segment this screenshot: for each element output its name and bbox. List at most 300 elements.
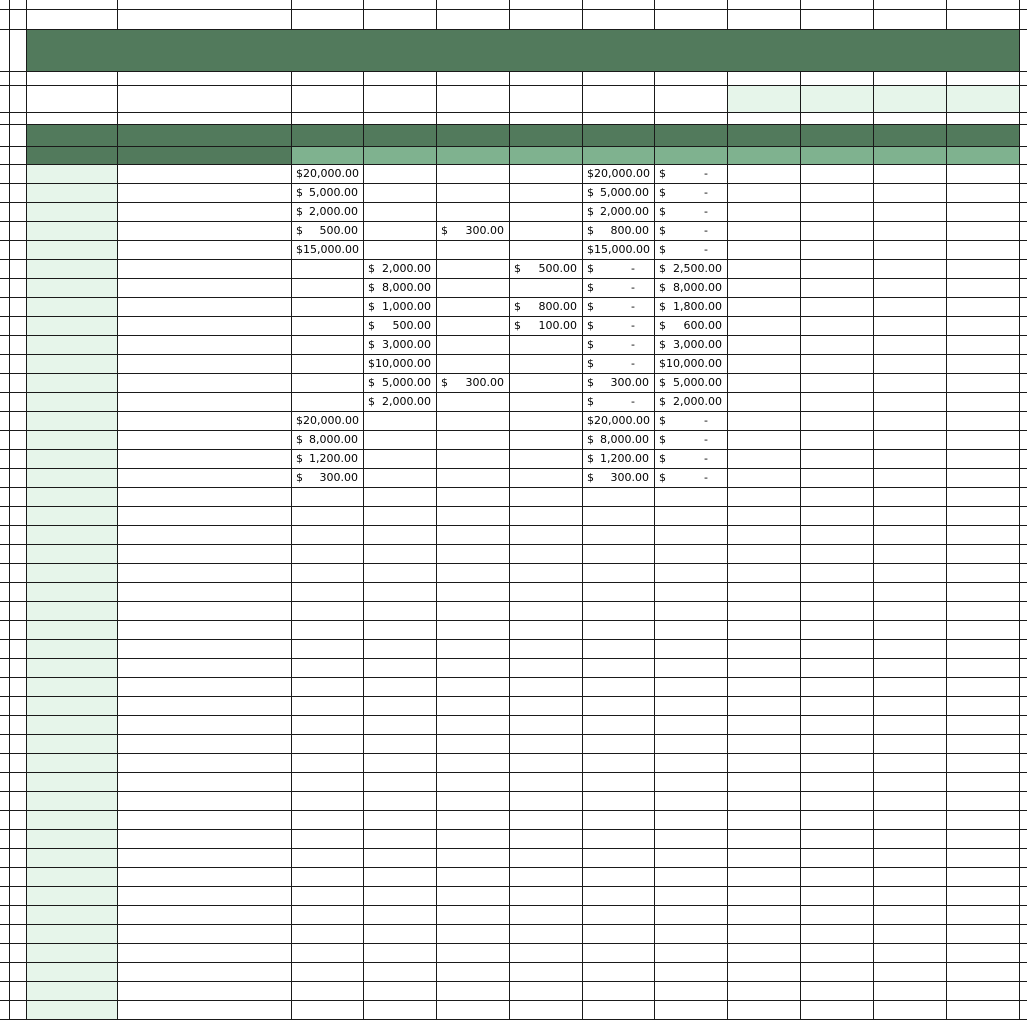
amount-cell[interactable] — [291, 221, 363, 240]
amount-cell[interactable] — [873, 240, 946, 259]
account-name-cell[interactable] — [117, 411, 291, 430]
currency-symbol: $ — [296, 471, 303, 484]
grid-line-v — [873, 0, 874, 29]
amount-cell[interactable] — [582, 316, 654, 335]
amount-cell[interactable] — [436, 335, 509, 354]
amount-cell[interactable] — [582, 183, 654, 202]
amount-value: - — [631, 262, 635, 275]
amount-cell[interactable] — [654, 411, 727, 430]
amount-cell[interactable] — [291, 240, 363, 259]
currency-symbol: $ — [587, 262, 594, 275]
amount-cell[interactable] — [800, 335, 873, 354]
amount-cell[interactable] — [727, 335, 800, 354]
account-code-cell[interactable] — [26, 183, 117, 202]
amount-cell[interactable] — [436, 392, 509, 411]
amount-cell[interactable] — [509, 373, 582, 392]
account-name-cell[interactable] — [117, 392, 291, 411]
account-name-cell[interactable] — [117, 259, 291, 278]
currency-symbol: $ — [296, 243, 303, 256]
amount-cell[interactable] — [946, 259, 1019, 278]
amount-cell[interactable] — [509, 335, 582, 354]
amount-cell[interactable] — [509, 468, 582, 487]
grid-line-v — [363, 0, 364, 29]
amount-cell[interactable] — [582, 164, 654, 183]
amount-cell[interactable] — [873, 221, 946, 240]
amount-cell[interactable] — [946, 335, 1019, 354]
amount-cell[interactable] — [873, 449, 946, 468]
amount-cell[interactable] — [654, 183, 727, 202]
amount-cell[interactable] — [727, 354, 800, 373]
account-name-cell[interactable] — [117, 430, 291, 449]
amount-cell[interactable] — [582, 430, 654, 449]
account-name-cell[interactable] — [117, 202, 291, 221]
amount-cell[interactable] — [727, 373, 800, 392]
currency-symbol: $ — [659, 319, 666, 332]
amount-cell[interactable] — [363, 316, 436, 335]
amount-cell[interactable] — [873, 354, 946, 373]
amount-cell[interactable] — [654, 373, 727, 392]
subtotal-value — [654, 85, 727, 112]
grid-line-v — [727, 71, 728, 1020]
account-code-cell[interactable] — [26, 468, 117, 487]
amount-cell[interactable] — [436, 221, 509, 240]
amount-cell[interactable] — [654, 202, 727, 221]
account-code-cell[interactable] — [26, 259, 117, 278]
amount-cell[interactable] — [727, 183, 800, 202]
amount-cell[interactable] — [509, 354, 582, 373]
amount-cell[interactable] — [291, 202, 363, 221]
amount-cell[interactable] — [582, 373, 654, 392]
amount-value: 1,000.00 — [382, 300, 431, 313]
amount-cell[interactable] — [291, 183, 363, 202]
amount-value: - — [704, 186, 708, 199]
currency-symbol: $ — [368, 376, 375, 389]
currency-symbol: $ — [587, 338, 594, 351]
amount-cell[interactable] — [291, 335, 363, 354]
grid-line-v — [946, 71, 947, 1020]
currency-symbol: $ — [368, 300, 375, 313]
amount-cell[interactable] — [727, 468, 800, 487]
amount-value: 15,000.00 — [594, 243, 650, 256]
amount-cell[interactable] — [873, 259, 946, 278]
currency-symbol: $ — [296, 414, 303, 427]
amount-cell[interactable] — [436, 278, 509, 297]
amount-cell[interactable] — [727, 316, 800, 335]
amount-cell[interactable] — [727, 221, 800, 240]
amount-cell[interactable] — [436, 183, 509, 202]
currency-symbol: $ — [441, 376, 448, 389]
amount-cell[interactable] — [291, 278, 363, 297]
account-code-cell[interactable] — [26, 164, 117, 183]
currency-symbol: $ — [659, 395, 666, 408]
amount-cell[interactable] — [436, 449, 509, 468]
currency-symbol: $ — [587, 433, 594, 446]
amount-cell[interactable] — [727, 411, 800, 430]
amount-cell[interactable] — [363, 392, 436, 411]
amount-cell[interactable] — [727, 430, 800, 449]
grid-line-v — [291, 71, 292, 1020]
amount-cell[interactable] — [291, 449, 363, 468]
amount-cell[interactable] — [946, 164, 1019, 183]
amount-value: 600.00 — [683, 319, 722, 332]
account-code-cell[interactable] — [26, 335, 117, 354]
account-name-cell[interactable] — [117, 297, 291, 316]
account-name-cell[interactable] — [117, 164, 291, 183]
amount-value: 20,000.00 — [303, 414, 359, 427]
grid-line-v — [436, 71, 437, 1020]
amount-value: 3,000.00 — [673, 338, 722, 351]
amount-cell[interactable] — [800, 221, 873, 240]
amount-cell[interactable] — [873, 278, 946, 297]
amount-cell[interactable] — [509, 240, 582, 259]
amount-cell[interactable] — [291, 411, 363, 430]
amount-cell[interactable] — [582, 411, 654, 430]
amount-cell[interactable] — [654, 221, 727, 240]
grid-line-v — [800, 71, 801, 1020]
currency-symbol: $ — [587, 167, 594, 180]
amount-cell[interactable] — [800, 278, 873, 297]
amount-value: - — [704, 167, 708, 180]
amount-value: 100.00 — [538, 319, 577, 332]
account-code-cell[interactable] — [26, 411, 117, 430]
subtotal-value — [363, 85, 436, 112]
amount-cell[interactable] — [436, 259, 509, 278]
currency-symbol: $ — [659, 433, 666, 446]
amount-cell[interactable] — [291, 373, 363, 392]
account-name-cell[interactable] — [117, 221, 291, 240]
account-code-cell[interactable] — [26, 240, 117, 259]
header-credit — [363, 146, 436, 164]
amount-cell[interactable] — [800, 202, 873, 221]
header-debit — [582, 146, 654, 164]
amount-cell[interactable] — [873, 183, 946, 202]
amount-cell[interactable] — [873, 316, 946, 335]
amount-cell[interactable] — [946, 411, 1019, 430]
amount-cell[interactable] — [800, 316, 873, 335]
amount-cell[interactable] — [363, 164, 436, 183]
currency-symbol: $ — [587, 300, 594, 313]
grid-line-v — [509, 0, 510, 29]
currency-symbol: $ — [587, 224, 594, 237]
subtotal-value — [946, 85, 1019, 112]
amount-cell[interactable] — [800, 240, 873, 259]
amount-cell[interactable] — [873, 430, 946, 449]
amount-cell[interactable] — [291, 468, 363, 487]
amount-cell[interactable] — [800, 430, 873, 449]
amount-cell[interactable] — [946, 430, 1019, 449]
amount-cell[interactable] — [800, 392, 873, 411]
header-credit — [654, 146, 727, 164]
amount-cell[interactable] — [291, 164, 363, 183]
amount-cell[interactable] — [582, 392, 654, 411]
currency-symbol: $ — [587, 243, 594, 256]
account-code-cell[interactable] — [26, 373, 117, 392]
amount-value: 20,000.00 — [594, 167, 650, 180]
amount-value: 300.00 — [610, 376, 649, 389]
amount-value: 5,000.00 — [382, 376, 431, 389]
currency-symbol: $ — [296, 205, 303, 218]
amount-value: 20,000.00 — [303, 167, 359, 180]
grid-line-v — [509, 71, 510, 1020]
amount-cell[interactable] — [509, 278, 582, 297]
amount-cell[interactable] — [363, 221, 436, 240]
amount-value: - — [704, 471, 708, 484]
amount-cell[interactable] — [582, 468, 654, 487]
grid-line-v — [800, 0, 801, 29]
amount-cell[interactable] — [727, 278, 800, 297]
currency-symbol: $ — [659, 300, 666, 313]
amount-cell[interactable] — [436, 316, 509, 335]
subtotal-value — [800, 85, 873, 112]
amount-value: - — [631, 338, 635, 351]
currency-symbol: $ — [659, 262, 666, 275]
amount-cell[interactable] — [509, 297, 582, 316]
amount-value: 8,000.00 — [309, 433, 358, 446]
amount-value: - — [704, 243, 708, 256]
amount-cell[interactable] — [873, 164, 946, 183]
currency-symbol: $ — [659, 186, 666, 199]
subtotal-value — [582, 85, 654, 112]
amount-cell[interactable] — [800, 183, 873, 202]
account-name-cell[interactable] — [117, 354, 291, 373]
currency-symbol: $ — [441, 224, 448, 237]
grid-line-v — [363, 71, 364, 1020]
account-code-cell[interactable] — [26, 221, 117, 240]
amount-cell[interactable] — [582, 449, 654, 468]
amount-value: 15,000.00 — [303, 243, 359, 256]
amount-value: 20,000.00 — [594, 414, 650, 427]
amount-cell[interactable] — [436, 468, 509, 487]
amount-cell[interactable] — [363, 240, 436, 259]
amount-cell[interactable] — [291, 392, 363, 411]
amount-cell[interactable] — [946, 468, 1019, 487]
amount-cell[interactable] — [436, 164, 509, 183]
amount-cell[interactable] — [509, 316, 582, 335]
amount-cell[interactable] — [727, 240, 800, 259]
amount-cell[interactable] — [363, 183, 436, 202]
amount-cell[interactable] — [291, 430, 363, 449]
amount-cell[interactable] — [800, 373, 873, 392]
currency-symbol: $ — [296, 167, 303, 180]
amount-cell[interactable] — [363, 297, 436, 316]
grid-line-v — [117, 71, 118, 1020]
amount-cell[interactable] — [509, 392, 582, 411]
currency-symbol: $ — [659, 224, 666, 237]
amount-cell[interactable] — [582, 240, 654, 259]
amount-cell[interactable] — [582, 259, 654, 278]
amount-cell[interactable] — [800, 164, 873, 183]
amount-cell[interactable] — [654, 240, 727, 259]
account-code-cell[interactable] — [26, 354, 117, 373]
amount-cell[interactable] — [946, 316, 1019, 335]
currency-symbol: $ — [659, 167, 666, 180]
currency-symbol: $ — [368, 281, 375, 294]
amount-cell[interactable] — [873, 373, 946, 392]
amount-cell[interactable] — [436, 202, 509, 221]
amount-cell[interactable] — [509, 183, 582, 202]
amount-cell[interactable] — [654, 278, 727, 297]
grid-line-v — [436, 0, 437, 29]
amount-cell[interactable] — [582, 202, 654, 221]
amount-cell[interactable] — [727, 297, 800, 316]
account-code-cell[interactable] — [26, 202, 117, 221]
amount-cell[interactable] — [436, 373, 509, 392]
account-code-cell[interactable] — [26, 278, 117, 297]
currency-symbol: $ — [296, 186, 303, 199]
amount-cell[interactable] — [291, 354, 363, 373]
amount-cell[interactable] — [654, 335, 727, 354]
amount-cell[interactable] — [436, 354, 509, 373]
amount-cell[interactable] — [509, 449, 582, 468]
amount-cell[interactable] — [436, 411, 509, 430]
currency-symbol: $ — [659, 338, 666, 351]
amount-value: 5,000.00 — [673, 376, 722, 389]
account-name-cell[interactable] — [117, 240, 291, 259]
amount-value: 1,800.00 — [673, 300, 722, 313]
currency-symbol: $ — [659, 281, 666, 294]
amount-cell[interactable] — [946, 297, 1019, 316]
grid-line-v — [291, 0, 292, 29]
amount-cell[interactable] — [363, 468, 436, 487]
account-code-cell[interactable] — [26, 392, 117, 411]
account-name-cell[interactable] — [117, 373, 291, 392]
amount-cell[interactable] — [291, 259, 363, 278]
amount-cell[interactable] — [509, 202, 582, 221]
amount-cell[interactable] — [873, 202, 946, 221]
account-code-cell[interactable] — [26, 316, 117, 335]
amount-cell[interactable] — [363, 354, 436, 373]
account-code-cell[interactable] — [26, 297, 117, 316]
currency-symbol: $ — [368, 319, 375, 332]
amount-cell[interactable] — [363, 430, 436, 449]
amount-cell[interactable] — [654, 354, 727, 373]
grid-line-v — [873, 71, 874, 1020]
amount-cell[interactable] — [946, 354, 1019, 373]
amount-cell[interactable] — [436, 430, 509, 449]
amount-cell[interactable] — [291, 297, 363, 316]
grid-line-v — [9, 0, 10, 1020]
amount-cell[interactable] — [800, 354, 873, 373]
amount-cell[interactable] — [509, 221, 582, 240]
amount-cell[interactable] — [873, 468, 946, 487]
amount-cell[interactable] — [946, 183, 1019, 202]
amount-value: 300.00 — [319, 471, 358, 484]
account-name-cell[interactable] — [117, 335, 291, 354]
amount-value: 2,000.00 — [309, 205, 358, 218]
amount-cell[interactable] — [582, 335, 654, 354]
account-name-cell[interactable] — [117, 449, 291, 468]
amount-cell[interactable] — [946, 278, 1019, 297]
amount-cell[interactable] — [363, 202, 436, 221]
amount-cell[interactable] — [436, 297, 509, 316]
amount-cell[interactable] — [654, 316, 727, 335]
amount-cell[interactable] — [654, 297, 727, 316]
amount-cell[interactable] — [727, 164, 800, 183]
amount-cell[interactable] — [291, 316, 363, 335]
amount-cell[interactable] — [946, 392, 1019, 411]
amount-cell[interactable] — [509, 430, 582, 449]
amount-cell[interactable] — [582, 297, 654, 316]
grid-line-h — [0, 29, 1027, 30]
amount-cell[interactable] — [946, 202, 1019, 221]
amount-cell[interactable] — [654, 259, 727, 278]
amount-cell[interactable] — [363, 335, 436, 354]
amount-cell[interactable] — [509, 411, 582, 430]
account-code-cell[interactable] — [26, 430, 117, 449]
amount-cell[interactable] — [436, 240, 509, 259]
amount-cell[interactable] — [800, 297, 873, 316]
amount-cell[interactable] — [727, 449, 800, 468]
grid-line-v — [1019, 0, 1020, 1020]
amount-cell[interactable] — [363, 278, 436, 297]
amount-cell[interactable] — [654, 164, 727, 183]
amount-cell[interactable] — [509, 164, 582, 183]
currency-symbol: $ — [587, 414, 594, 427]
header-debit — [873, 146, 946, 164]
subtotal-value — [727, 85, 800, 112]
account-name-cell[interactable] — [117, 316, 291, 335]
amount-cell[interactable] — [509, 259, 582, 278]
amount-value: - — [704, 452, 708, 465]
amount-cell[interactable] — [946, 221, 1019, 240]
amount-cell[interactable] — [363, 259, 436, 278]
currency-symbol: $ — [659, 452, 666, 465]
amount-cell[interactable] — [363, 411, 436, 430]
currency-symbol: $ — [368, 262, 375, 275]
amount-cell[interactable] — [800, 259, 873, 278]
amount-cell[interactable] — [873, 411, 946, 430]
header-credit — [509, 146, 582, 164]
amount-value: - — [704, 205, 708, 218]
amount-cell[interactable] — [654, 392, 727, 411]
amount-cell[interactable] — [946, 240, 1019, 259]
amount-cell[interactable] — [946, 449, 1019, 468]
amount-cell[interactable] — [363, 449, 436, 468]
header-debit — [436, 146, 509, 164]
subtotal-value — [436, 85, 509, 112]
amount-cell[interactable] — [800, 411, 873, 430]
amount-cell[interactable] — [727, 392, 800, 411]
grid-line-v — [582, 71, 583, 1020]
amount-cell[interactable] — [946, 373, 1019, 392]
amount-cell[interactable] — [582, 354, 654, 373]
amount-cell[interactable] — [800, 449, 873, 468]
amount-cell[interactable] — [654, 468, 727, 487]
currency-symbol: $ — [587, 357, 594, 370]
amount-value: 2,500.00 — [673, 262, 722, 275]
account-name-cell[interactable] — [117, 468, 291, 487]
amount-cell[interactable] — [873, 297, 946, 316]
currency-symbol: $ — [659, 376, 666, 389]
amount-cell[interactable] — [654, 449, 727, 468]
amount-cell[interactable] — [582, 221, 654, 240]
account-name-cell[interactable] — [117, 278, 291, 297]
amount-cell[interactable] — [800, 468, 873, 487]
amount-cell[interactable] — [727, 202, 800, 221]
header-credit — [946, 146, 1019, 164]
amount-cell[interactable] — [654, 430, 727, 449]
header-debit — [291, 146, 363, 164]
amount-cell[interactable] — [873, 335, 946, 354]
amount-cell[interactable] — [873, 392, 946, 411]
grid-line-v — [582, 0, 583, 29]
account-name-cell[interactable] — [117, 183, 291, 202]
amount-cell[interactable] — [582, 278, 654, 297]
amount-cell[interactable] — [727, 259, 800, 278]
amount-cell[interactable] — [363, 373, 436, 392]
grid-line-v — [654, 0, 655, 29]
account-code-cell[interactable] — [26, 449, 117, 468]
